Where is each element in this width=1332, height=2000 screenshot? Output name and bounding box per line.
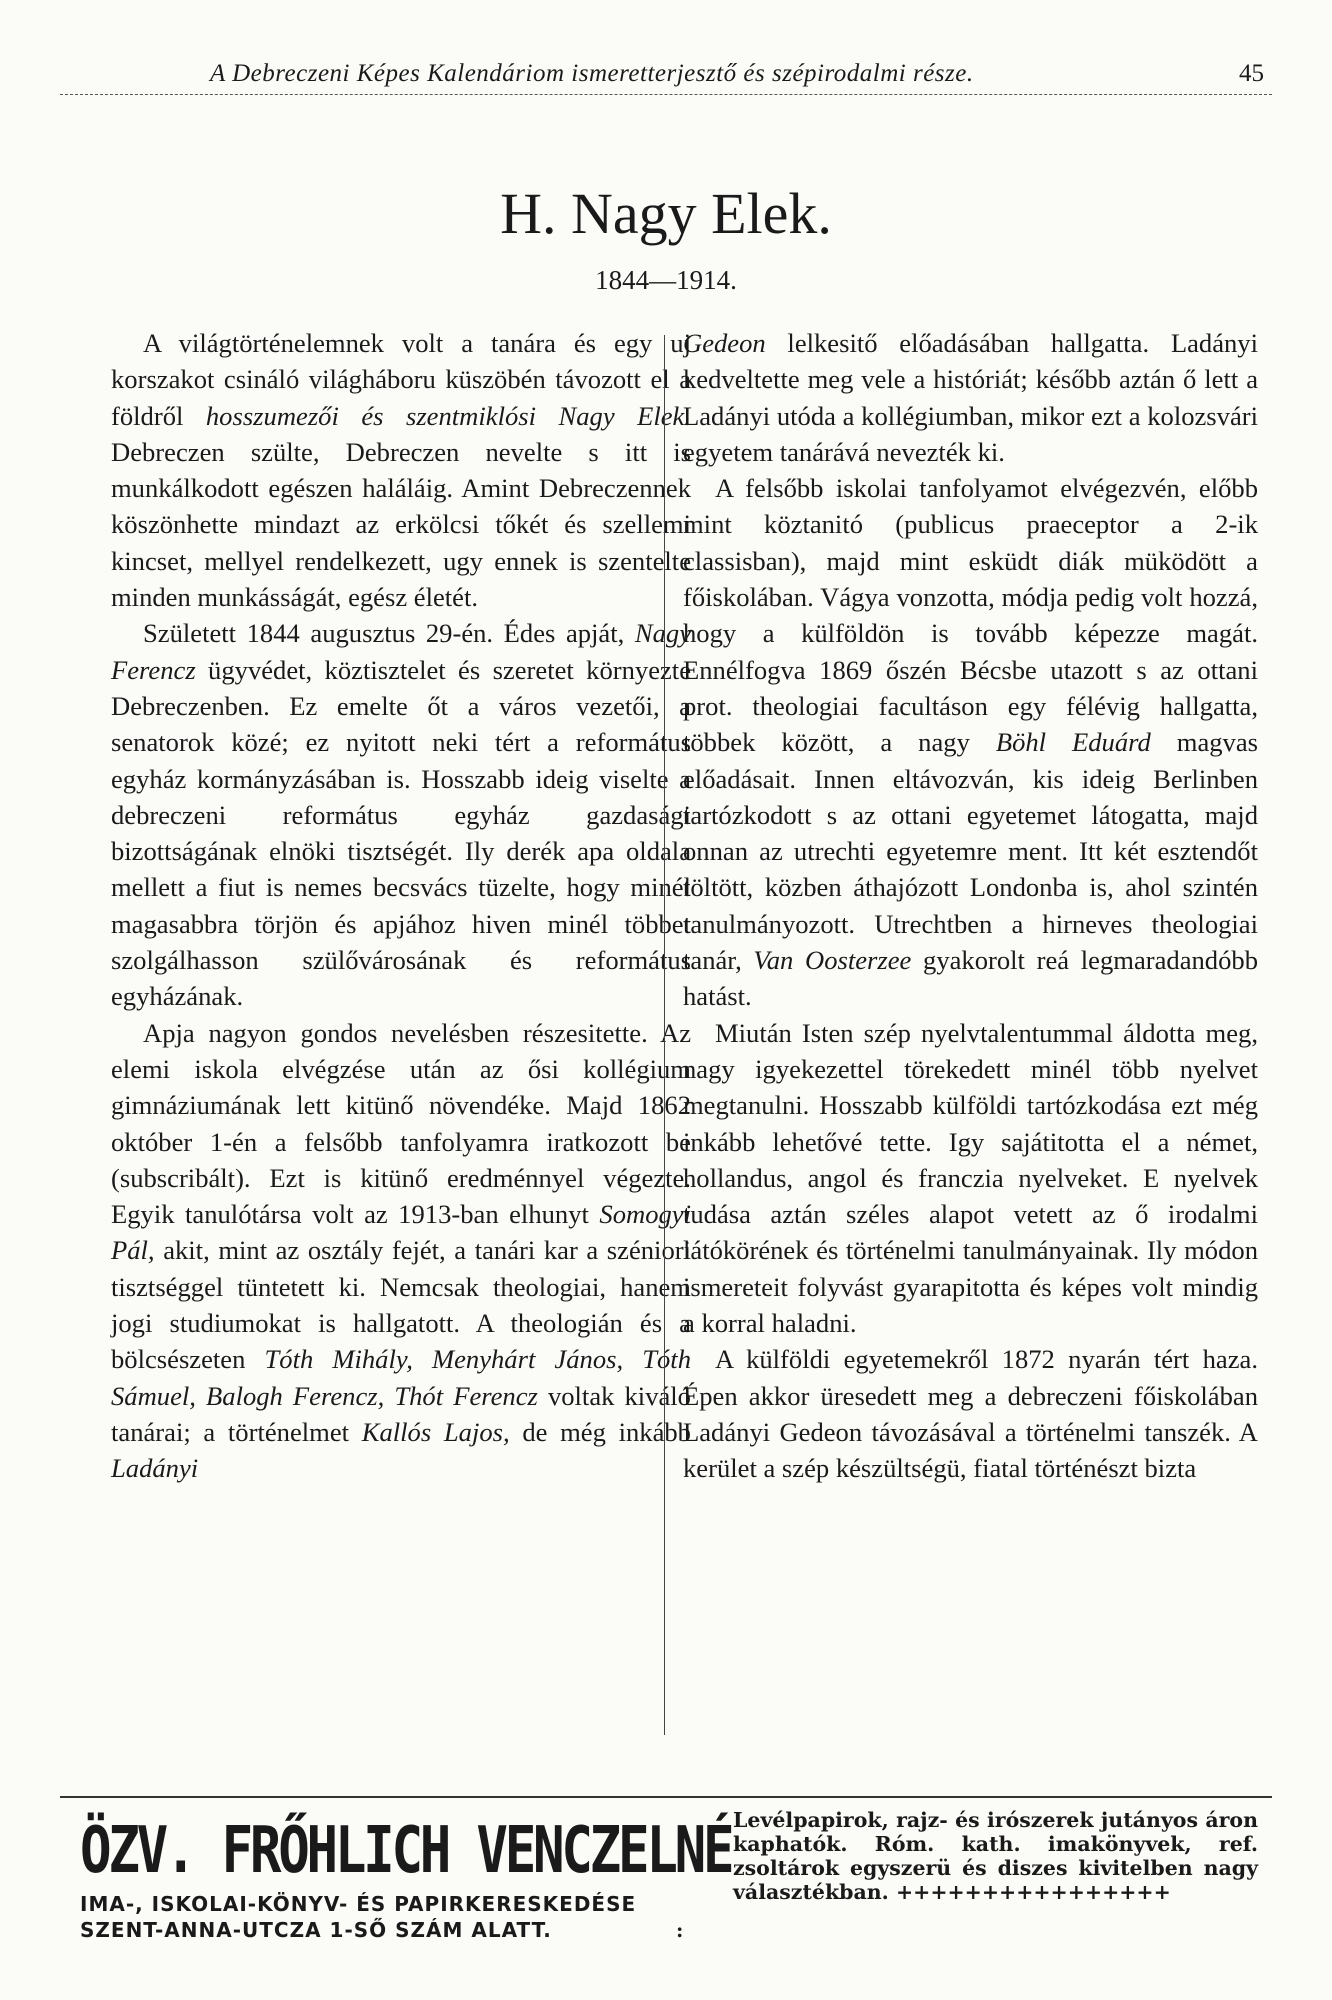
paragraph: Született 1844 augusztus 29-én. Édes apját, Nagy Ferencz ügyvédet, köztisztelet és szeretet környezte Debreczenben. Ez emelte őt a város vezetői, a senatorok közé; ez nyitott neki tért a református egyház kormányzásában is. Hosszabb ideig viselte a debreczeni református egyház gazdasági bizottságának elnöki tisztségét. Ily derék apa oldala mellett a fiut is nemes becsvács tüzelte, hogy minél magasabbra törjön és apjához hiven minél többet szolgálhasson szülővárosának és református egyházának. (111, 618, 691, 1012)
running-title: A Debreczeni Képes Kalendáriom ismeretterjesztő és szépirodalmi része. (210, 60, 974, 87)
article-dates: 1844—1914. (595, 265, 737, 295)
paragraph: A világtörténelemnek volt a tanára és egy uj korszakot csináló világháboru küszöbén távozott el a földről hosszumezői és szentmiklósi Nagy Elek. Debreczen szülte, Debreczen nevelte s itt is munkálkodott egészen haláláig. Amint Debreczennek köszönhette mindazt az erkölcsi tőkét és szellemi kincset, mellyel rendelkezett, ugy ennek is szentelte minden munkásságát, egész életét. (111, 328, 691, 613)
advertisement-text: Levélpapirok, rajz- és irószerek jutányos áron kaphatók. Róm. kath. imakönyvek, ref. zsoltárok egyszerü és diszes kivitelben nagy választékban. ++++++++++++++++ (733, 1808, 1258, 1904)
paragraph: Gedeon lelkesitő előadásában hallgatta. Ladányi kedveltette meg vele a históriát; később aztán ő lett a Ladányi utóda a kollégiumban, mikor ezt a kolozsvári egyetem tanárává nevezték ki. (683, 328, 1258, 467)
article-title: H. Nagy Elek. (500, 181, 832, 246)
page-number: 45 (1239, 60, 1264, 87)
paragraph: A külföldi egyetemekről 1872 nyarán tért haza. Épen akkor üresedett meg a debreczeni főiskolában Ladányi Gedeon távozásával a történelmi tanszék. A kerület a szép készültségü, fiatal történészt bizta (683, 1344, 1258, 1484)
advertisement-address: SZENT-ANNA-UTCZA 1-SŐ SZÁM ALATT. (80, 1918, 552, 1942)
right-column (683, 325, 1258, 1487)
advertisement-line: IMA-, ISKOLAI-KÖNYV- ÉS PAPIRKERESKEDÉSE (80, 1892, 637, 1916)
paragraph: Miután Isten szép nyelvtalentummal áldotta meg, nagy igyekezettel törekedett minél több nyelvet megtanulni. Hosszabb külföldi tartózkodása ezt még inkább lehetővé tette. Igy sajátitotta el a német, hollandus, angol és franczia nyelveket. E nyelvek tudása aztán széles alapot vetett az ő irodalmi látókörének és történelmi tanulmányainak. Ily módon ismereteit folyvást gyarapitotta és képes volt mindig a korral haladni. (683, 1017, 1258, 1339)
paragraph: A felsőbb iskolai tanfolyamot elvégezvén, előbb mint köztanitó (publicus praeceptor a 2-ik classisban), majd mint esküdt diák müködött a főiskolában. Vágya vonzotta, módja pedig volt hozzá, hogy a külföldön is tovább képezze magát. Ennélfogva 1869 őszén Bécsbe utazott s az ottani prot. theologiai facultáson egy félévig hallgatta, többek között, a nagy Böhl Eduárd magvas előadásait. Innen eltávozván, kis ideig Berlinben tartózkodott s az ottani egyetemet látogatta, majd onnan az utrechti egyetemre ment. Itt két esztendőt töltött, közben áthajózott Londonba is, ahol szintén tanulmányozott. Utrechtben a hirneves theologiai tanár, Van Oosterzee gyakorolt reá legmaradandóbb hatást. (683, 473, 1259, 1012)
column-divider (664, 335, 665, 1735)
paragraph: Apja nagyon gondos nevelésben részesitette. Az elemi iskola elvégzése után az ősi kollégium gimnáziumának lett kitünő növendéke. Majd 1862 október 1-én a felsőbb tanfolyamra iratkozott be (subscribált). Ezt is kitünő eredménnyel végezte. Egyik tanulótársa volt az 1913-ban elhunyt Somogyi Pál, akit, mint az osztály fejét, a tanári kar a széniori tisztséggel tüntetett ki. Nemcsak theologiai, hanem jogi studiumokat is hallgatott. A theologián és a bölcsészeten Tóth Mihály, Menyhárt János, Tóth Sámuel, Balogh Ferencz, Thót Ferencz voltak kiváló tanárai; a történelmet Kallós Lajos, de még inkább Ladányi (111, 1017, 691, 1484)
left-column (111, 325, 691, 1487)
advertisement-divider (60, 1796, 1272, 1798)
advertisement-name: ÖZV. FRŐHLICH VENCZELNÉ (80, 1814, 732, 1888)
running-header (60, 58, 1272, 95)
advertisement-colon: : (676, 1918, 684, 1942)
